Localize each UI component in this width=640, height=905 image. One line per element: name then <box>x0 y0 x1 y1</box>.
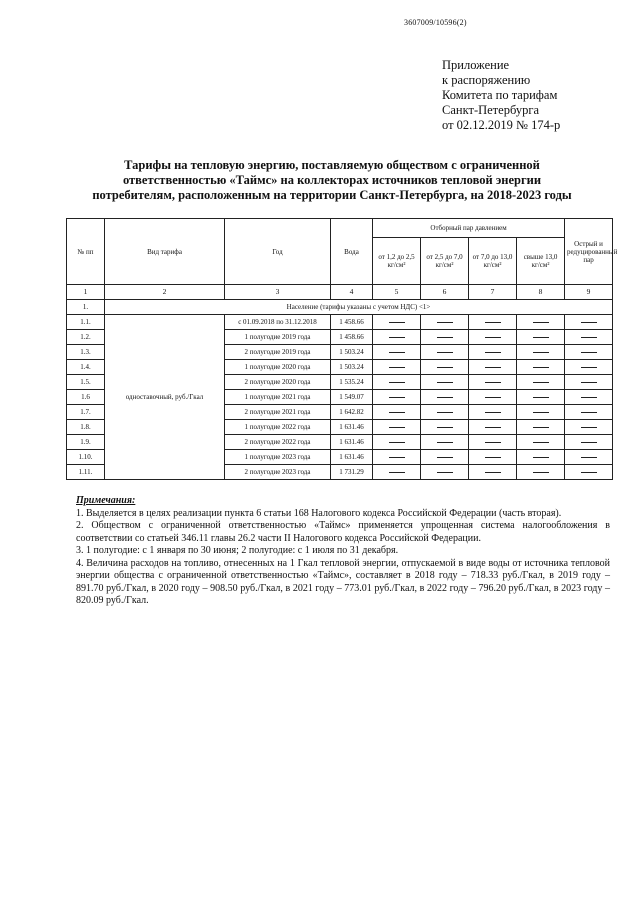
tariff-table <box>66 218 618 480</box>
appendix-line: Комитета по тарифам <box>442 88 558 102</box>
empty-dash-cell <box>565 450 613 465</box>
column-number: 8 <box>517 285 565 300</box>
header-steam-4: свыше 13,0 кг/см² <box>517 238 565 285</box>
row-water-tariff: 1 458.66 <box>331 330 373 345</box>
dash-mark <box>581 472 597 473</box>
dash-mark <box>533 367 549 368</box>
row-period: 2 полугодие 2023 года <box>225 465 331 480</box>
empty-dash-cell <box>373 360 421 375</box>
row-water-tariff: 1 642.82 <box>331 405 373 420</box>
empty-dash-cell <box>421 315 469 330</box>
header-water: Вода <box>331 219 373 285</box>
dash-mark <box>485 457 501 458</box>
empty-dash-cell <box>565 435 613 450</box>
empty-dash-cell <box>517 450 565 465</box>
row-water-tariff: 1 549.07 <box>331 390 373 405</box>
row-period: 2 полугодие 2020 года <box>225 375 331 390</box>
empty-dash-cell <box>469 450 517 465</box>
dash-mark <box>581 337 597 338</box>
row-number: 1.4. <box>67 360 105 375</box>
empty-dash-cell <box>565 390 613 405</box>
empty-dash-cell <box>421 420 469 435</box>
dash-mark <box>437 427 453 428</box>
empty-dash-cell <box>517 390 565 405</box>
document-number: 3607009/10596(2) <box>404 18 467 27</box>
empty-dash-cell <box>421 435 469 450</box>
row-number: 1.10. <box>67 450 105 465</box>
column-number: 2 <box>105 285 225 300</box>
empty-dash-cell <box>565 345 613 360</box>
dash-mark <box>389 457 405 458</box>
empty-dash-cell <box>469 345 517 360</box>
dash-mark <box>437 367 453 368</box>
column-number: 9 <box>565 285 613 300</box>
row-period: 1 полугодие 2021 года <box>225 390 331 405</box>
empty-dash-cell <box>517 435 565 450</box>
dash-mark <box>581 367 597 368</box>
dash-mark <box>485 352 501 353</box>
table-row <box>67 315 613 330</box>
row-period: 1 полугодие 2022 года <box>225 420 331 435</box>
note-item: 2. Обществом с ограниченной ответственностью «Таймс» применяется упрощенная система налогообложения в соответствии со статьей 346.11 главы 26.2 части II Налогового кодекса Российской Федерации. <box>76 520 610 544</box>
empty-dash-cell <box>469 405 517 420</box>
dash-mark <box>581 427 597 428</box>
dash-mark <box>485 412 501 413</box>
empty-dash-cell <box>469 375 517 390</box>
note-item: 4. Величина расходов на топливо, отнесенных на 1 Гкал тепловой энергии, отпускаемой в виде воды от источника тепловой энергии общества с ограниченной ответственностью «Таймс», составляет в 2018 году – 718.33 руб./Гкал, в 2019 году – 891.70 руб./Гкал, в 2020 году – 908.50 руб./Гкал, в 2021 году – 773.01 руб./Гкал, в 2022 году – 796.20 руб./Гкал, в 2023 году – 820.09 руб./Гкал. <box>76 557 610 606</box>
row-period: 2 полугодие 2021 года <box>225 405 331 420</box>
row-number: 1.5. <box>67 375 105 390</box>
appendix-line: к распоряжению <box>442 73 531 87</box>
dash-mark <box>437 442 453 443</box>
dash-mark <box>485 427 501 428</box>
row-water-tariff: 1 631.46 <box>331 450 373 465</box>
dash-mark <box>389 442 405 443</box>
empty-dash-cell <box>565 315 613 330</box>
empty-dash-cell <box>421 375 469 390</box>
empty-dash-cell <box>373 435 421 450</box>
dash-mark <box>389 337 405 338</box>
dash-mark <box>389 322 405 323</box>
empty-dash-cell <box>469 360 517 375</box>
empty-dash-cell <box>517 315 565 330</box>
dash-mark <box>533 337 549 338</box>
empty-dash-cell <box>421 405 469 420</box>
document-title: Тарифы на тепловую энергию, поставляемую обществом с ограниченной ответственностью «Таймс» на коллекторах источников тепловой энергии потребителям, расположенным на территории Санкт-Петербурга, на 2018-2023 годы <box>92 158 572 202</box>
header-year: Год <box>225 219 331 285</box>
empty-dash-cell <box>565 360 613 375</box>
empty-dash-cell <box>565 330 613 345</box>
empty-dash-cell <box>373 330 421 345</box>
dash-mark <box>389 397 405 398</box>
row-period: 2 полугодие 2019 года <box>225 345 331 360</box>
row-number: 1.11. <box>67 465 105 480</box>
row-number: 1.3. <box>67 345 105 360</box>
empty-dash-cell <box>565 405 613 420</box>
empty-dash-cell <box>469 330 517 345</box>
notes-title: Примечания: <box>76 495 136 506</box>
empty-dash-cell <box>517 330 565 345</box>
empty-dash-cell <box>373 345 421 360</box>
column-number: 6 <box>421 285 469 300</box>
row-number: 1.6 <box>67 390 105 405</box>
dash-mark <box>437 412 453 413</box>
dash-mark <box>581 322 597 323</box>
appendix-line: Санкт-Петербурга <box>442 103 540 117</box>
dash-mark <box>389 412 405 413</box>
header-steam-3: от 7,0 до 13,0 кг/см² <box>469 238 517 285</box>
empty-dash-cell <box>565 375 613 390</box>
empty-dash-cell <box>469 435 517 450</box>
tariff-kind: одноставочный, руб./Гкал <box>105 315 225 480</box>
dash-mark <box>437 457 453 458</box>
row-number: 1.1. <box>67 315 105 330</box>
population-num: 1. <box>67 300 105 315</box>
dash-mark <box>437 382 453 383</box>
dash-mark <box>485 472 501 473</box>
dash-mark <box>533 322 549 323</box>
row-period: 1 полугодие 2020 года <box>225 360 331 375</box>
dash-mark <box>581 457 597 458</box>
row-water-tariff: 1 458.66 <box>331 315 373 330</box>
empty-dash-cell <box>517 375 565 390</box>
dash-mark <box>485 382 501 383</box>
empty-dash-cell <box>517 420 565 435</box>
empty-dash-cell <box>421 450 469 465</box>
note-item: 1. Выделяется в целях реализации пункта 6 статьи 168 Налогового кодекса Российской Федерации (часть вторая). <box>76 507 562 519</box>
dash-mark <box>437 352 453 353</box>
row-number: 1.7. <box>67 405 105 420</box>
tariff-rows <box>67 315 613 480</box>
population-label: Население (тарифы указаны с учетом НДС) <1> <box>105 300 613 315</box>
empty-dash-cell <box>469 465 517 480</box>
empty-dash-cell <box>373 450 421 465</box>
dash-mark <box>485 442 501 443</box>
dash-mark <box>389 367 405 368</box>
notes-block <box>76 495 610 608</box>
column-number: 7 <box>469 285 517 300</box>
header-steam-group: Отборный пар давлением <box>373 219 565 238</box>
row-period: 1 полугодие 2023 года <box>225 450 331 465</box>
row-period: 2 полугодие 2022 года <box>225 435 331 450</box>
dash-mark <box>581 397 597 398</box>
row-water-tariff: 1 631.46 <box>331 435 373 450</box>
dash-mark <box>437 322 453 323</box>
dash-mark <box>485 322 501 323</box>
column-number: 5 <box>373 285 421 300</box>
empty-dash-cell <box>517 360 565 375</box>
dash-mark <box>485 337 501 338</box>
dash-mark <box>533 457 549 458</box>
dash-mark <box>581 442 597 443</box>
empty-dash-cell <box>517 405 565 420</box>
dash-mark <box>389 382 405 383</box>
row-water-tariff: 1 503.24 <box>331 345 373 360</box>
empty-dash-cell <box>373 420 421 435</box>
empty-dash-cell <box>517 465 565 480</box>
appendix-line: Приложение <box>442 58 510 72</box>
row-water-tariff: 1 535.24 <box>331 375 373 390</box>
empty-dash-cell <box>469 315 517 330</box>
header-steam-1: от 1,2 до 2,5 кг/см² <box>373 238 421 285</box>
column-number: 4 <box>331 285 373 300</box>
dash-mark <box>533 412 549 413</box>
empty-dash-cell <box>565 420 613 435</box>
empty-dash-cell <box>373 465 421 480</box>
dash-mark <box>389 427 405 428</box>
empty-dash-cell <box>421 360 469 375</box>
row-water-tariff: 1 631.46 <box>331 420 373 435</box>
appendix-line: от 02.12.2019 № 174-р <box>442 118 561 132</box>
row-number: 1.8. <box>67 420 105 435</box>
row-number: 1.9. <box>67 435 105 450</box>
header-steam-2: от 2,5 до 7,0 кг/см² <box>421 238 469 285</box>
row-period: 1 полугодие 2019 года <box>225 330 331 345</box>
empty-dash-cell <box>373 390 421 405</box>
dash-mark <box>485 367 501 368</box>
appendix-block <box>442 58 560 133</box>
dash-mark <box>533 442 549 443</box>
dash-mark <box>581 352 597 353</box>
empty-dash-cell <box>421 330 469 345</box>
empty-dash-cell <box>421 345 469 360</box>
empty-dash-cell <box>421 390 469 405</box>
dash-mark <box>581 412 597 413</box>
row-period: с 01.09.2018 по 31.12.2018 <box>225 315 331 330</box>
column-number: 1 <box>67 285 105 300</box>
dash-mark <box>437 337 453 338</box>
dash-mark <box>485 397 501 398</box>
empty-dash-cell <box>469 390 517 405</box>
dash-mark <box>389 352 405 353</box>
header-sharp-steam: Острый и редуцированный пар <box>565 219 613 285</box>
row-water-tariff: 1 503.24 <box>331 360 373 375</box>
note-item: 3. 1 полугодие: с 1 января по 30 июня; 2 полугодие: с 1 июля по 31 декабря. <box>76 545 399 556</box>
dash-mark <box>437 472 453 473</box>
column-number: 3 <box>225 285 331 300</box>
dash-mark <box>533 472 549 473</box>
empty-dash-cell <box>373 315 421 330</box>
empty-dash-cell <box>565 465 613 480</box>
dash-mark <box>533 352 549 353</box>
dash-mark <box>389 472 405 473</box>
dash-mark <box>437 397 453 398</box>
dash-mark <box>533 382 549 383</box>
row-number: 1.2. <box>67 330 105 345</box>
empty-dash-cell <box>373 375 421 390</box>
header-kind: Вид тарифа <box>105 219 225 285</box>
dash-mark <box>533 427 549 428</box>
dash-mark <box>581 382 597 383</box>
empty-dash-cell <box>517 345 565 360</box>
empty-dash-cell <box>469 420 517 435</box>
row-water-tariff: 1 731.29 <box>331 465 373 480</box>
header-num: № пп <box>67 219 105 285</box>
empty-dash-cell <box>421 465 469 480</box>
empty-dash-cell <box>373 405 421 420</box>
dash-mark <box>533 397 549 398</box>
